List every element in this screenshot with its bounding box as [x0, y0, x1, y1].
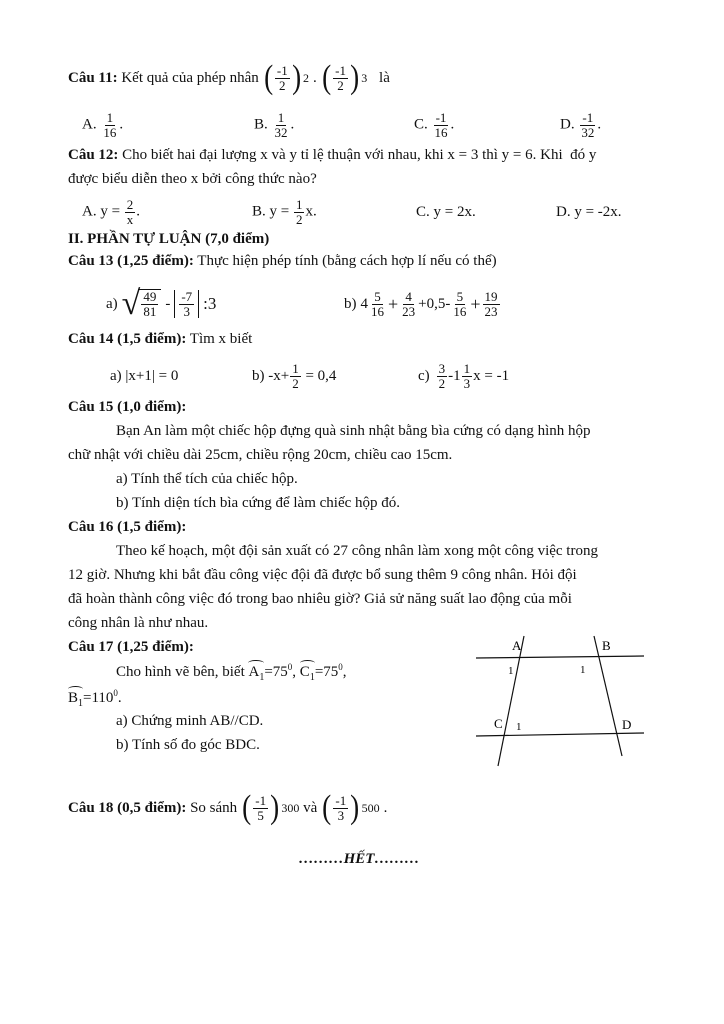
q16-p4: công nhân là như nhau.: [68, 615, 209, 631]
q14-c: c) $\frac{3}{2}$ -1 $\frac{1}{3}$ x = -1: [418, 360, 510, 391]
line-ac: [498, 636, 524, 766]
q14-prefix: Câu 14 (1,5 điểm):: [68, 331, 187, 347]
label-c: C: [494, 716, 503, 731]
q17-a: a) Chứng minh AB//CD.: [116, 713, 264, 729]
sqrt-symbol: √ $\frac{49}{81}$: [122, 287, 162, 321]
q13-b: b) 4 $\frac{5}{16}$ + $\frac{4}{23}$ +0,5- $\frac{5}{16}$ + $\frac{19}{23}$: [344, 288, 498, 319]
q12-option-d: D. y = -2x.: [556, 203, 622, 220]
q14-a: a) |x+1| = 0: [110, 367, 179, 384]
q15-p2: chữ nhật với chiều dài 25cm, chiều rộng 20cm, chiều cao 15cm.: [68, 447, 453, 463]
line-bd: [594, 636, 622, 756]
q11-f1-den: 2: [279, 77, 286, 93]
q16-prefix: Câu 16 (1,5 điểm):: [68, 519, 187, 535]
q14-b: b) -x+ $\frac{1}{2}$ = 0,4: [252, 360, 337, 391]
q14-parts: [68, 354, 680, 398]
q12-text-1: Cho biết hai đại lượng x và y tỉ lệ thuận với nhau, khi x = 3 thì y = 6. Khi đó y: [118, 147, 597, 163]
angle-b1: $B_1$: [68, 690, 84, 709]
q18-text: So sánh: [186, 799, 241, 816]
q11-power1: ( $\frac{-1}{2}$ ): [263, 59, 301, 96]
q18-e2: 500: [361, 800, 380, 815]
q12-options: [68, 194, 680, 230]
end-marker: ………HẾT………: [298, 851, 420, 867]
q11-f1-num: -1: [276, 62, 288, 78]
q12-stem-2: được biểu diễn theo x bởi công thức nào?: [68, 171, 317, 187]
q17-p2: $B_1=110^0$.: [68, 688, 122, 709]
q11-option-a: A. $\frac{1}{16}$ .: [82, 109, 124, 140]
q13-a: a) √ $\frac{49}{81}$ - $\frac{-7}{3}$ :3: [106, 285, 217, 322]
q13-text: Thực hiện phép tính (bằng cách hợp lí nếu có thể): [193, 253, 497, 269]
q18-and: và: [299, 799, 322, 816]
label-a1: 1: [508, 665, 514, 677]
q17-b: b) Tính số đo góc BDC.: [116, 737, 260, 753]
q11-option-b: B. $\frac{1}{32}$ .: [254, 109, 295, 140]
q11-option-c: C. $\frac{-1}{16}$ .: [414, 109, 455, 140]
q18-end: .: [383, 799, 388, 816]
q17-block: [68, 638, 680, 770]
q13-prefix: Câu 13 (1,25 điểm):: [68, 253, 194, 269]
q17-figure: [468, 636, 648, 776]
q17-prefix: Câu 17 (1,25 điểm):: [68, 639, 194, 655]
q15-prefix: Câu 15 (1,0 điểm):: [68, 399, 187, 415]
q12-option-a: A. y = $\frac{2}{x}$ .: [82, 196, 141, 227]
q13-parts: [68, 278, 680, 330]
label-b: B: [602, 638, 611, 653]
q11-power2: ( $\frac{-1}{2}$ ): [321, 59, 360, 96]
q18-prefix: Câu 18 (0,5 điểm):: [68, 799, 187, 816]
q12-option-b: B. y = $\frac{1}{2}$ x.: [252, 196, 317, 227]
q17-p1: Cho hình vẽ bên, biết $A_1=75^0$, $C_1=75^0$,: [116, 662, 347, 683]
q15-a: a) Tính thể tích của chiếc hộp.: [116, 471, 298, 487]
q16-p2: 12 giờ. Nhưng khi bắt đầu công việc đội đã được bổ sung thêm 9 công nhân. Hỏi đội: [68, 567, 577, 583]
q13-stem: [68, 252, 680, 278]
q11-text: Kết quả của phép nhân: [117, 69, 263, 86]
angle-c1: $C_1$: [299, 664, 315, 683]
q11-e1: 2: [303, 70, 310, 85]
q11-prefix: Câu 11:: [68, 69, 118, 86]
q16-p3: đã hoàn thành công việc đó trong bao nhiêu giờ? Giả sử năng suất lao động của mỗi: [68, 591, 572, 607]
q11-dot: .: [313, 69, 317, 86]
exam-page: [68, 52, 680, 869]
q11-e2: 3: [361, 70, 368, 85]
line-ab: [476, 656, 644, 658]
q18-e1: 300: [281, 800, 300, 815]
q12-prefix: Câu 12:: [68, 147, 119, 163]
label-a: A: [512, 638, 522, 653]
angle-a1: $A_1$: [248, 664, 265, 683]
q18-stem: [68, 780, 680, 836]
line-cd: [476, 733, 644, 736]
q15-b: b) Tính diện tích bìa cứng để làm chiếc hộp đó.: [116, 495, 401, 511]
q11-stem: [68, 52, 680, 104]
label-c1: 1: [516, 721, 522, 733]
q11-options: [68, 104, 680, 146]
q11-suffix: là: [375, 69, 390, 86]
q12-stem-1: [68, 146, 680, 170]
q11-option-d: D. $\frac{-1}{32}$ .: [560, 109, 602, 140]
part2-heading: II. PHẦN TỰ LUẬN (7,0 điểm): [68, 231, 270, 247]
abs-value: $\frac{-7}{3}$: [174, 290, 199, 318]
label-b1: 1: [580, 664, 586, 676]
q11-f2-num: -1: [335, 62, 346, 78]
q11-f2-den: 2: [337, 77, 344, 93]
label-d: D: [622, 717, 632, 732]
q12-option-c: C. y = 2x.: [416, 203, 476, 220]
q18-power1: ( $\frac{-1}{5}$ ): [242, 789, 280, 826]
q14-stem: [68, 330, 680, 354]
q18-power2: ( $\frac{-1}{3}$ ): [322, 789, 360, 826]
q16-p1: Theo kế hoạch, một đội sản xuất có 27 công nhân làm xong một công việc trong: [116, 543, 598, 559]
q14-text: Tìm x biết: [186, 331, 253, 347]
q15-p1: Bạn An làm một chiếc hộp đựng quà sinh nhật bằng bìa cứng có dạng hình hộp: [116, 423, 591, 439]
